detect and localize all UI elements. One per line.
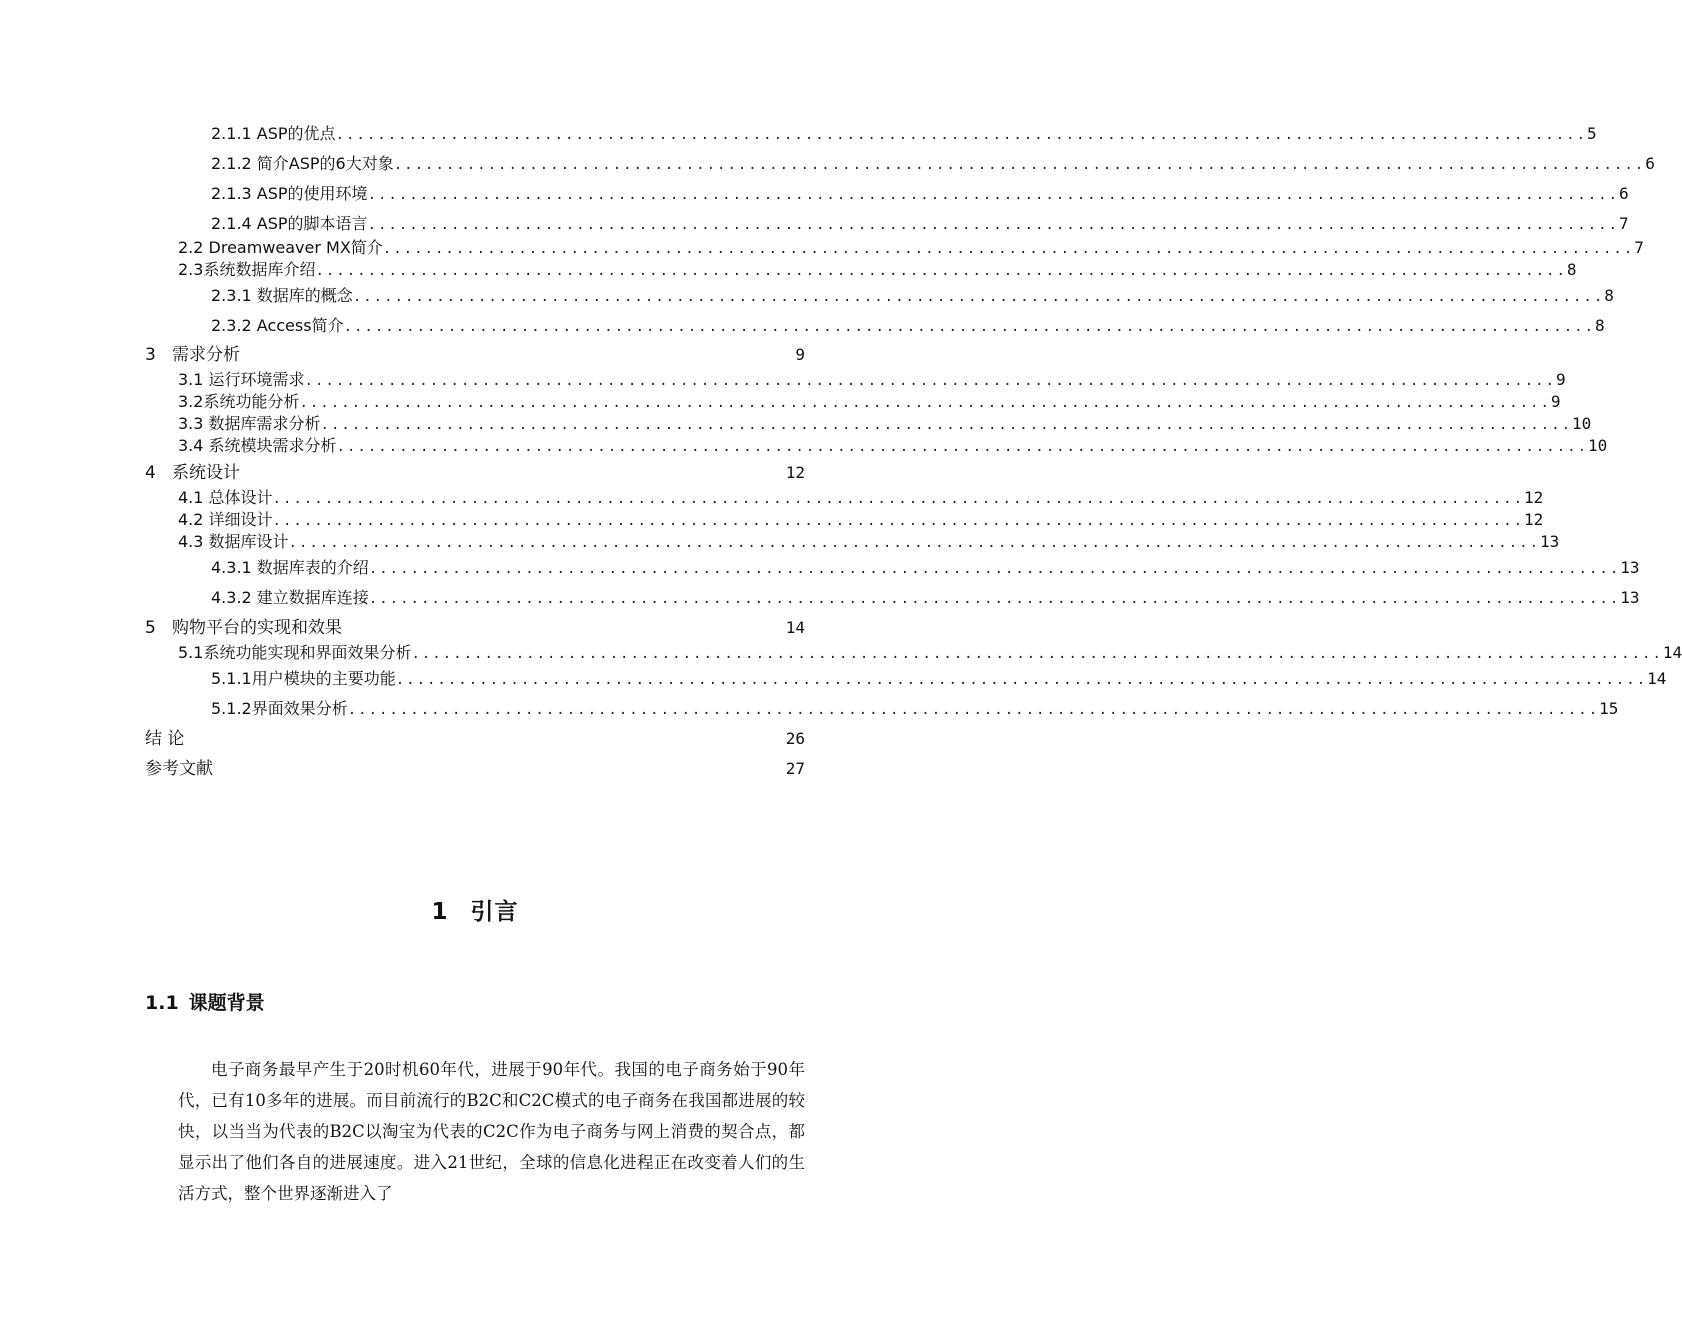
toc-dot-leader: ........................................................................................................................	[299, 395, 1551, 411]
toc-entry-title: 3.2系统功能分析	[178, 392, 300, 411]
toc-page-number: 12	[785, 463, 805, 482]
section-title: 课题背景	[188, 992, 265, 1014]
toc-entry-title: 2.3.2 Access简介	[211, 316, 344, 335]
toc-page-number: 10	[1572, 414, 1592, 433]
toc-dot-leader: ........................................................................................................................	[272, 513, 1524, 529]
toc-page-number: 13	[1620, 588, 1640, 607]
toc-dot-leader: ........................................................................................................................	[393, 157, 1646, 173]
toc-entry[interactable]	[178, 508, 1544, 532]
toc-entry-title: 3.1 运行环境需求	[178, 370, 305, 389]
toc-entry[interactable]	[211, 314, 1605, 338]
chapter-heading	[0, 893, 950, 926]
toc-page-number: 12	[1524, 510, 1544, 529]
toc-entry-title: 5.1.2界面效果分析	[211, 699, 348, 718]
toc-entry[interactable]	[178, 368, 1566, 392]
toc-dot-leader: ........................................................................................................................	[320, 417, 1572, 433]
toc-entry-title: 4.3.2 建立数据库连接	[211, 588, 369, 607]
toc-page-number: 5	[1587, 124, 1597, 143]
toc-page-number: 12	[1524, 488, 1544, 507]
toc-dot-leader: ........................................................................................................................	[367, 187, 1620, 203]
toc-entry[interactable]	[211, 586, 1640, 610]
toc-entry-title: 4.1 总体设计	[178, 488, 273, 507]
toc-dot-leader: ........................................................................................................................	[382, 241, 1635, 257]
toc-entry-title: 系统设计	[172, 463, 240, 483]
toc-entry-title: 2.1.2 简介ASP的6大对象	[211, 154, 394, 173]
toc-page-number: 13	[1540, 532, 1560, 551]
toc-page-number: 8	[1604, 286, 1614, 305]
toc-entry-title: 5.1.1用户模块的主要功能	[211, 669, 396, 688]
toc-entry[interactable]	[211, 556, 1640, 580]
toc-dot-leader: ........................................................................................................................	[315, 263, 1567, 279]
toc-page-number: 9	[795, 345, 805, 364]
toc-entry[interactable]	[145, 757, 805, 781]
toc-entry-title: 2.1.1 ASP的优点	[211, 124, 336, 143]
toc-entry[interactable]	[145, 616, 805, 640]
toc-entry[interactable]	[178, 412, 1592, 436]
toc-dot-leader: ........................................................................................................................	[288, 535, 1540, 551]
chapter-title: 引言	[470, 899, 519, 925]
toc-entry-title: 2.3.1 数据库的概念	[211, 286, 353, 305]
toc-entry-number: 3	[145, 345, 156, 365]
toc-entry[interactable]	[211, 697, 1619, 721]
toc-entry[interactable]	[178, 486, 1544, 510]
toc-dot-leader: ........................................................................................................................	[335, 127, 1588, 143]
toc-entry[interactable]	[211, 212, 1629, 236]
toc-entry[interactable]	[211, 284, 1614, 308]
toc-dot-leader: ........................................................................................................................	[411, 646, 1663, 662]
toc-entry[interactable]	[211, 122, 1597, 146]
toc-page-number: 27	[785, 759, 805, 778]
section-number: 1.1	[145, 992, 179, 1014]
toc-entry[interactable]	[178, 434, 1608, 458]
toc-dot-leader: ........................................................................................................................	[368, 591, 1621, 607]
toc-entry[interactable]	[145, 727, 805, 751]
toc-dot-leader: ........................................................................................................................	[347, 702, 1600, 718]
toc-entry[interactable]	[178, 390, 1561, 414]
toc-entry[interactable]	[211, 667, 1667, 691]
toc-page-number: 8	[1566, 260, 1577, 279]
toc-page-number: 6	[1645, 154, 1655, 173]
toc-entry-title: 4.2 详细设计	[178, 510, 273, 529]
toc-dot-leader: ........................................................................................................................	[367, 217, 1620, 233]
toc-page-number: 14	[785, 618, 805, 637]
toc-entry-title: 2.3系统数据库介绍	[178, 260, 316, 279]
toc-entry-number: 5	[145, 618, 156, 638]
toc-entry[interactable]	[178, 530, 1560, 554]
toc-entry-title: 购物平台的实现和效果	[172, 618, 342, 638]
toc-page-number: 26	[785, 729, 805, 748]
toc-page-number: 9	[1550, 392, 1561, 411]
toc-entry-title: 参考文献	[145, 759, 213, 779]
toc-page-number: 10	[1588, 436, 1608, 455]
toc-entry-number: 4	[145, 463, 156, 483]
toc-page-number: 14	[1647, 669, 1667, 688]
toc-entry[interactable]	[145, 461, 805, 485]
toc-entry-title: 2.1.3 ASP的使用环境	[211, 184, 368, 203]
toc-entry[interactable]	[211, 182, 1629, 206]
toc-dot-leader: ........................................................................................................................	[343, 319, 1596, 335]
toc-dot-leader: ........................................................................................................................	[368, 561, 1621, 577]
toc-entry-title: 2.2 Dreamweaver MX简介	[178, 238, 383, 257]
toc-entry-title: 4.3 数据库设计	[178, 532, 289, 551]
toc-entry-title: 2.1.4 ASP的脚本语言	[211, 214, 368, 233]
toc-dot-leader: ........................................................................................................................	[352, 289, 1605, 305]
body-paragraph: 电子商务最早产生于20时机60年代，进展于90年代。我国的电子商务始于90年代，已有10多年的进展。而目前流行的B2C和C2C模式的电子商务在我国都进展的较快，以当当为代表的B2C以淘宝为代表的C2C作为电子商务与网上消费的契合点，都显示出了他们各自的进展速度。进入21世纪，全球的信息化进程正在改变着人们的生活方式，整个世界逐渐进入了	[178, 1060, 805, 1203]
toc-dot-leader: ........................................................................................................................	[336, 439, 1588, 455]
toc-dot-leader: ........................................................................................................................	[272, 491, 1524, 507]
toc-entry[interactable]	[178, 258, 1577, 282]
toc-page-number: 7	[1634, 238, 1644, 257]
toc-page-number: 9	[1556, 370, 1566, 389]
toc-entry-title: 3.4 系统模块需求分析	[178, 436, 337, 455]
chapter-number: 1	[431, 899, 449, 925]
toc-entry-title: 5.1系统功能实现和界面效果分析	[178, 643, 412, 662]
toc-entry-title: 结 论	[145, 729, 185, 749]
toc-dot-leader: ........................................................................................................................	[304, 373, 1556, 389]
toc-entry-title: 需求分析	[172, 345, 240, 365]
toc-page-number: 7	[1619, 214, 1629, 233]
toc-page-number: 13	[1620, 558, 1640, 577]
toc-entry[interactable]	[145, 343, 805, 367]
toc-entry-title: 3.3 数据库需求分析	[178, 414, 321, 433]
section-heading	[145, 988, 265, 1015]
toc-page-number: 14	[1662, 643, 1682, 662]
toc-entry[interactable]	[211, 152, 1655, 176]
toc-entry-title: 4.3.1 数据库表的介绍	[211, 558, 369, 577]
toc-page-number: 6	[1619, 184, 1629, 203]
toc-entry[interactable]	[178, 641, 1682, 665]
toc-page-number: 15	[1599, 699, 1619, 718]
toc-page-number: 8	[1595, 316, 1605, 335]
toc-dot-leader: ........................................................................................................................	[395, 672, 1648, 688]
toc-entry[interactable]	[178, 236, 1644, 260]
